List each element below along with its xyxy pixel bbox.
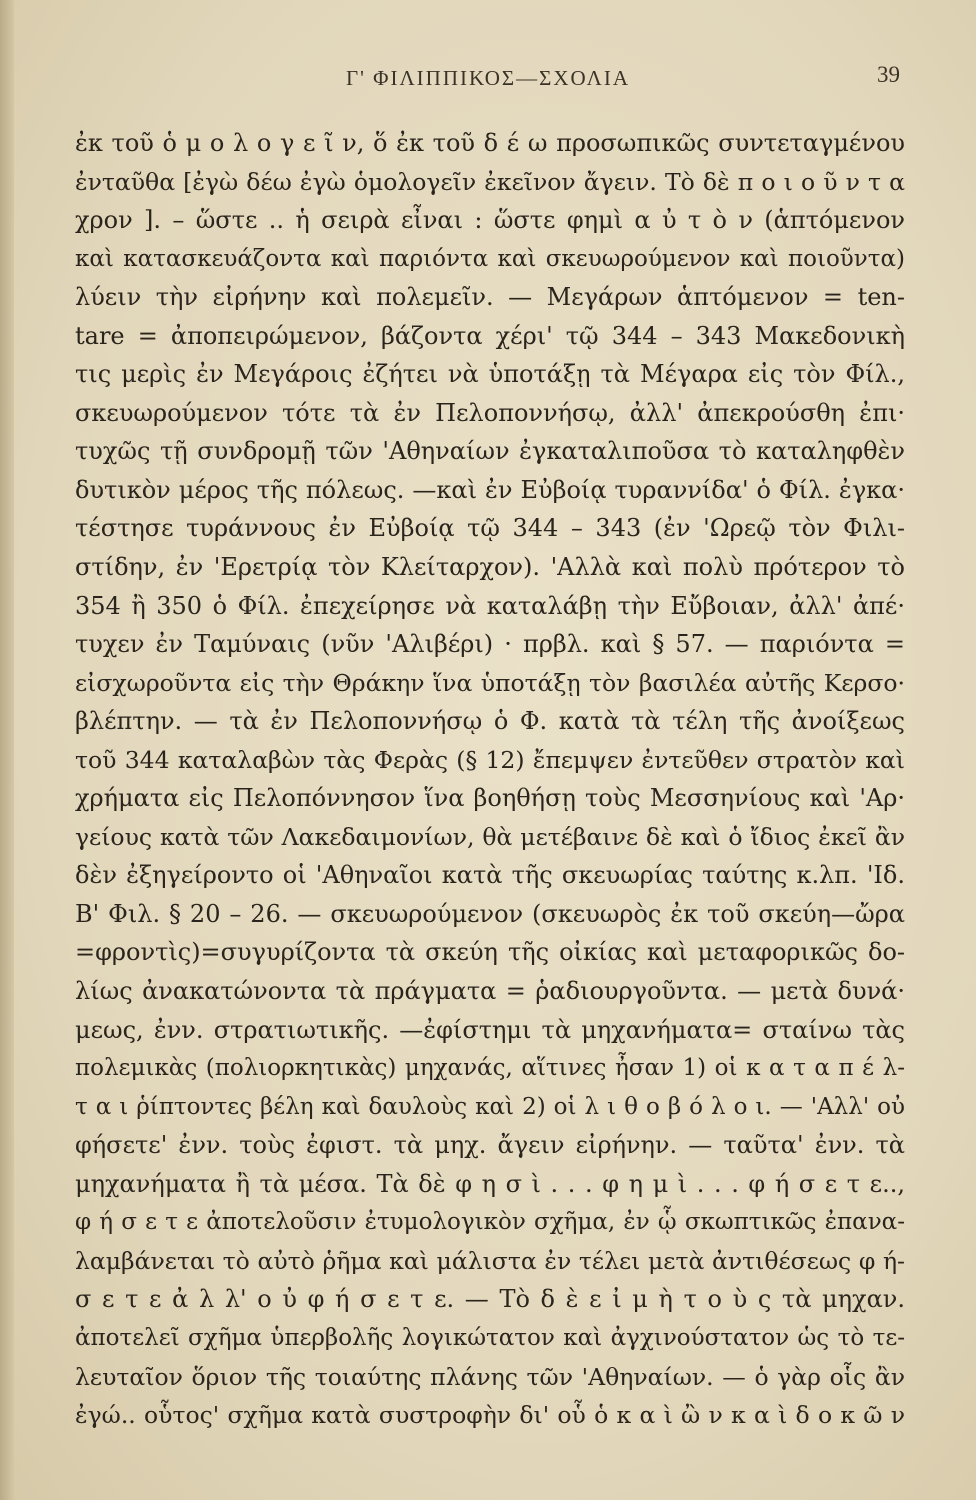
text-line: σκευωρούμενον τότε τὰ ἐν Πελοποννήσῳ, ἀλλ' ἀπεκρούσθη ἐπι· xyxy=(75,398,905,427)
text-line: τ α ι ῥίπτοντες βέλη καὶ δαυλοὺς καὶ 2) οἱ λ ι θ ο β ό λ ο ι. — 'Αλλ' οὐ xyxy=(75,1093,905,1120)
text-line: ἐνταῦθα [ἐγὼ δέω ἐγὼ ὁμολογεῖν ἐκεῖνον ἄγειν. Τὸ δὲ π ο ι ο ῦ ν τ α xyxy=(75,167,905,196)
text-line: μεως, ἐνν. στρατιωτικῆς. —ἐφίστημι τὰ μηχανήματα= σταίνω τὰς xyxy=(75,1015,905,1044)
text-line: τυχεν ἐν Ταμύναις (νῦν 'Αλιβέρι) · πρβλ. καὶ § 57. — παριόντα = xyxy=(75,630,905,659)
text-line: tare = ἀποπειρώμενον, βάζοντα χέρι' τῷ 344 – 343 Μακεδονικὴ xyxy=(75,321,905,350)
text-line: δυτικὸν μέρος τῆς πόλεως. —καὶ ἐν Εὐβοίᾳ τυραννίδα' ὁ Φίλ. ἐγκα· xyxy=(75,475,905,504)
commentary-text xyxy=(75,124,905,1435)
text-line: σ ε τ ε ἀ λ λ' ο ὐ φ ή σ ε τ ε. — Τὸ δ ὲ ε ἰ μ ὴ τ ο ὺ ς τὰ μηχαν. xyxy=(75,1285,905,1314)
text-line: καὶ κατασκευάζοντα καὶ παριόντα καὶ σκευωρούμενον καὶ ποιοῦντα) xyxy=(75,245,905,272)
text-line: ἐκ τοῦ ὁ μ ο λ ο γ ε ῖ ν, ὅ ἐκ τοῦ δ έ ω προσωπικῶς συντεταγμένου xyxy=(75,129,905,157)
text-line: τυχῶς τῇ συνδρομῇ τῶν 'Αθηναίων ἐγκαταλιποῦσα τὸ καταληφθὲν xyxy=(75,437,905,466)
page-number: 39 xyxy=(877,62,900,87)
text-line: ἐγώ.. οὗτος' σχῆμα κατὰ συστροφὴν δι' οὗ ὁ κ α ὶ ὢ ν κ α ὶ δ ο κ ῶ ν xyxy=(75,1401,905,1430)
text-line: ἀποτελεῖ σχῆμα ὑπερβολῆς λογικώτατον καὶ ἀγχινούστατον ὡς τὸ τε- xyxy=(75,1324,905,1351)
text-line: στίδην, ἐν 'Ερετρίᾳ τὸν Κλείταρχον). 'Αλλὰ καὶ πολὺ πρότερον τὸ xyxy=(75,553,905,582)
text-line: χρήματα εἰς Πελοπόννησον ἵνα βοηθήσῃ τοὺς Μεσσηνίους καὶ 'Αρ· xyxy=(75,784,905,813)
text-line: μηχανήματα ἢ τὰ μέσα. Τὰ δὲ φ η σ ὶ . . . φ η μ ὶ . . . φ ή σ ε τ ε.., xyxy=(75,1169,905,1198)
text-line: τις μερὶς ἐν Μεγάροις ἐζήτει νὰ ὑποτάξῃ τὰ Μέγαρα εἰς τὸν Φίλ., xyxy=(75,360,905,389)
text-line: δὲν ἐξηγείροντο οἱ 'Αθηναῖοι κατὰ τῆς σκευωρίας ταύτης κ.λπ. 'Ιδ. xyxy=(75,861,905,890)
text-line: λαμβάνεται τὸ αὐτὸ ῥῆμα καὶ μάλιστα ἐν τέλει μετὰ ἀντιθέσεως φ ή- xyxy=(75,1246,905,1275)
text-line: γείους κατὰ τῶν Λακεδαιμονίων, θὰ μετέβαινε δὲ καὶ ὁ ἴδιος ἐκεῖ ἂν xyxy=(75,822,905,851)
page-gutter-shadow xyxy=(0,0,14,1500)
text-line: πολεμικὰς (πολιορκητικὰς) μηχανάς, αἵτινες ἦσαν 1) οἱ κ α τ α π έ λ- xyxy=(75,1055,905,1082)
text-line: τοῦ 344 καταλαβὼν τὰς Φερὰς (§ 12) ἔπεμψεν ἐντεῦθεν στρατὸν καὶ xyxy=(75,745,905,774)
page-header xyxy=(0,58,976,98)
text-line: λίως ἀνακατώνοντα τὰ πράγματα = ῥαδιουργοῦντα. — μετὰ δυνά· xyxy=(75,977,905,1006)
text-line: 354 ἢ 350 ὁ Φίλ. ἐπεχείρησε νὰ καταλάβῃ τὴν Εὔβοιαν, ἀλλ' ἀπέ· xyxy=(75,591,905,620)
text-line: εἰσχωροῦντα εἰς τὴν Θράκην ἵνα ὑποτάξῃ τὸν βασιλέα αὐτῆς Κερσο· xyxy=(75,668,905,697)
text-line: φ ή σ ε τ ε ἀποτελοῦσιν ἐτυμολογικὸν σχῆμα, ἐν ᾧ σκωπτικῶς ἐπανα- xyxy=(75,1209,905,1236)
text-line: χρον ]. – ὥστε .. ἡ σειρὰ εἶναι : ὥστε φημὶ α ὐ τ ὸ ν (ἁπτόμενον xyxy=(75,206,905,235)
running-title: Γ' ΦΙΛΙΠΠΙΚΟΣ—ΣΧΟΛΙΑ xyxy=(345,66,631,90)
text-line: λευταῖον ὅριον τῆς τοιαύτης πλάνης τῶν 'Αθηναίων. — ὁ γὰρ οἷς ἂν xyxy=(75,1362,905,1391)
text-line: Β' Φιλ. § 20 – 26. — σκευωρούμενον (σκευωρὸς ἐκ τοῦ σκεύη—ὤρα xyxy=(75,899,905,928)
text-line: φήσετε' ἐνν. τοὺς ἐφιστ. τὰ μηχ. ἄγειν εἰρήνην. — ταῦτα' ἐνν. τὰ xyxy=(75,1131,905,1160)
text-line: =φροντὶς)=συγυρίζοντα τὰ σκεύη τῆς οἰκίας καὶ μεταφορικῶς δο- xyxy=(75,938,905,967)
text-line: τέστησε τυράννους ἐν Εὐβοίᾳ τῷ 344 – 343 (ἐν 'Ωρεῷ τὸν Φιλι- xyxy=(75,514,905,543)
text-line: βλέπτην. — τὰ ἐν Πελοποννήσῳ ὁ Φ. κατὰ τὰ τέλη τῆς ἀνοίξεως xyxy=(75,707,905,736)
text-line: λύειν τὴν εἰρήνην καὶ πολεμεῖν. — Μεγάρων ἁπτόμενον = ten- xyxy=(75,283,905,312)
